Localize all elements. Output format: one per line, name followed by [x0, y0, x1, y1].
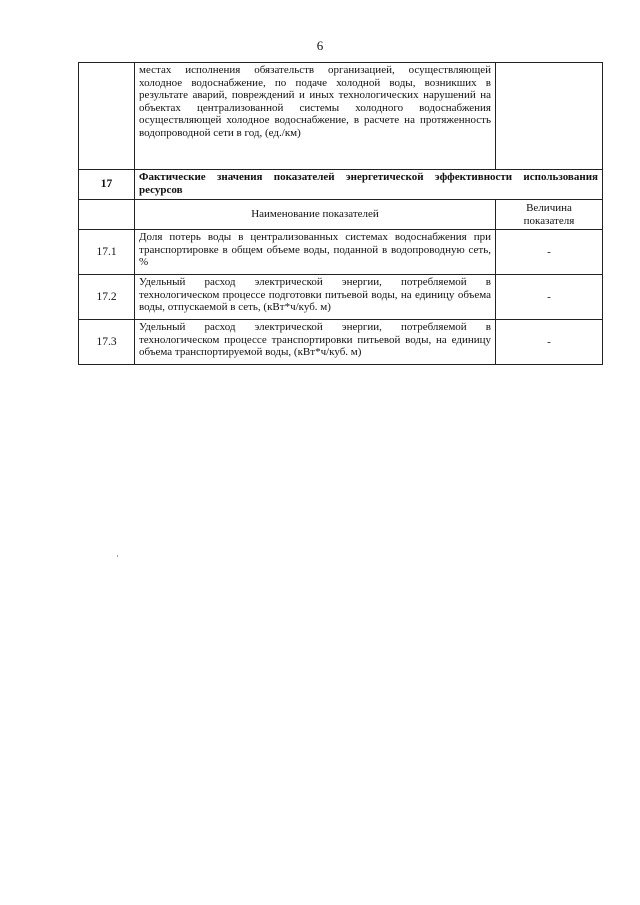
row-indicator-name: Удельный расход электрической энергии, потребляемой в технологическом процессе транспортировки питьевой воды, на единицу объема транспортируемой воды, (кВт*ч/куб. м) [135, 320, 496, 365]
table-row [79, 320, 603, 365]
header-indicator-name: Наименование показателей [135, 200, 496, 230]
scan-speck [117, 555, 118, 557]
row-indicator-value: - [496, 230, 603, 275]
table-row [79, 275, 603, 320]
section-title: Фактические значения показателей энергетической эффективности использования ресурсов [135, 170, 603, 200]
row-indicator-value: - [496, 320, 603, 365]
page-number: 6 [316, 38, 324, 53]
row-indicator-name: Удельный расход электрической энергии, потребляемой в технологическом процессе подготовки питьевой воды, на единицу объема воды, отпускаемой в сеть, (кВт*ч/куб. м) [135, 275, 496, 320]
row-indicator-name: Доля потерь воды в централизованных системах водоснабжения при транспортировке в общем объеме воды, поданной в водопроводную сеть, % [135, 230, 496, 275]
continued-number-cell [79, 63, 135, 170]
table-row-continued [79, 63, 603, 170]
section-number: 17 [79, 170, 135, 200]
continued-indicator-text: местах исполнения обязательств организацией, осуществляющей холодное водоснабжение, по подаче холодной воды, возникших в результате аварий, повреждений и иных технологических нарушений на объектах централизованной системы холодного водоснабжения осуществляющей холодное водоснабжение, в расчете на протяженность водопроводной сети в год, (ед./км) [135, 63, 496, 170]
header-indicator-value: Величина показателя [496, 200, 603, 230]
indicators-table [78, 62, 603, 365]
row-number: 17.3 [79, 320, 135, 365]
table-header-row [79, 200, 603, 230]
section-row [79, 170, 603, 200]
row-number: 17.2 [79, 275, 135, 320]
header-number-cell [79, 200, 135, 230]
continued-value-cell [496, 63, 603, 170]
row-indicator-value: - [496, 275, 603, 320]
row-number: 17.1 [79, 230, 135, 275]
table-row [79, 230, 603, 275]
